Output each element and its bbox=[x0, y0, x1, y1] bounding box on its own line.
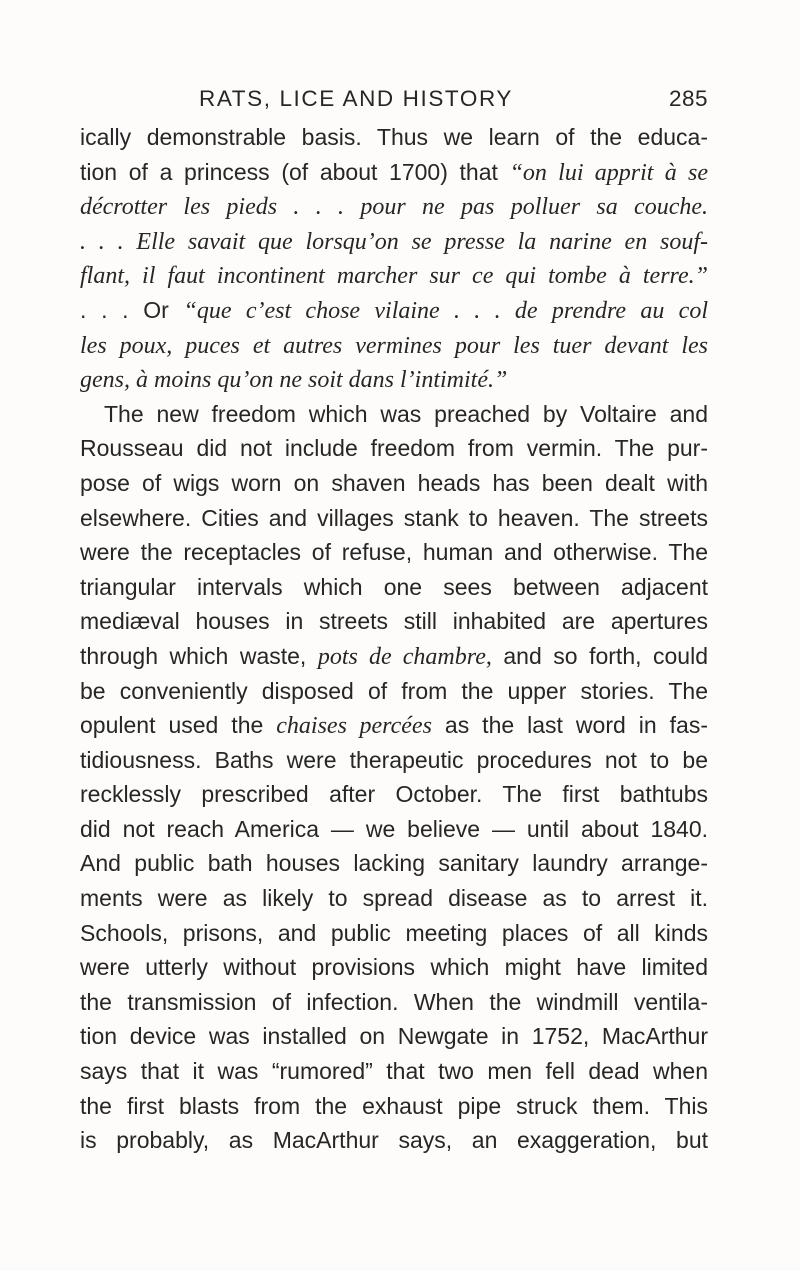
text-segment: . . . Or bbox=[80, 296, 184, 323]
text-segment: triangular intervals which one sees between adjacent bbox=[80, 573, 708, 600]
italic-text: “on lui apprit à se bbox=[509, 159, 708, 186]
text-segment: Schools, prisons, and public meeting places of all kinds bbox=[80, 919, 708, 946]
text-line bbox=[80, 328, 708, 363]
text-line bbox=[80, 501, 708, 536]
text-line bbox=[80, 743, 708, 778]
text-line bbox=[80, 846, 708, 881]
text-line bbox=[80, 466, 708, 501]
text-segment: And public bath houses lacking sanitary laundry arrange- bbox=[80, 850, 708, 877]
text-segment: elsewhere. Cities and villages stank to heaven. The streets bbox=[80, 504, 708, 531]
italic-text: les poux, puces et autres vermines pour les tuer devant les bbox=[80, 332, 708, 359]
italic-text: décrotter les pieds . . . pour ne pas polluer sa couche. bbox=[80, 194, 708, 221]
text-line bbox=[80, 431, 708, 466]
text-line bbox=[80, 950, 708, 985]
text-line bbox=[80, 189, 708, 224]
text-line bbox=[80, 1054, 708, 1089]
text-line bbox=[80, 639, 708, 674]
body-text bbox=[80, 120, 708, 1158]
text-line bbox=[80, 985, 708, 1020]
text-line bbox=[80, 674, 708, 709]
text-line bbox=[80, 881, 708, 916]
text-segment: opulent used the bbox=[80, 712, 277, 739]
text-line bbox=[80, 916, 708, 951]
text-segment: were the receptacles of refuse, human and otherwise. The bbox=[80, 539, 708, 566]
text-line bbox=[80, 258, 708, 293]
text-segment: the transmission of infection. When the windmill ventila- bbox=[80, 988, 708, 1015]
italic-text: chaises percées bbox=[276, 713, 432, 740]
book-page bbox=[80, 86, 708, 1158]
text-segment: says that it was “rumored” that two men fell dead when bbox=[80, 1058, 708, 1085]
text-segment: tion of a princess (of about 1700) that bbox=[80, 158, 510, 185]
text-line bbox=[80, 1123, 708, 1158]
text-segment: pose of wigs worn on shaven heads has been dealt with bbox=[80, 469, 708, 496]
text-segment: as the last word in fas- bbox=[431, 712, 708, 739]
text-segment: the first blasts from the exhaust pipe struck them. This bbox=[80, 1092, 708, 1119]
text-segment: mediæval houses in streets still inhabited are apertures bbox=[80, 608, 708, 635]
text-segment: Rousseau did not include freedom from vermin. The pur- bbox=[80, 435, 708, 462]
text-segment: tidiousness. Baths were therapeutic procedures not to be bbox=[80, 746, 708, 773]
page-number: 285 bbox=[668, 86, 708, 111]
text-segment: be conveniently disposed of from the upper stories. The bbox=[80, 677, 708, 704]
text-line bbox=[80, 535, 708, 570]
text-segment: ments were as likely to spread disease as to arrest it. bbox=[80, 885, 708, 912]
text-line bbox=[80, 397, 708, 432]
text-line bbox=[80, 293, 708, 328]
italic-text: flant, il faut incontinent marcher sur ce qui tombe à terre.” bbox=[80, 263, 708, 290]
text-segment: through which waste, bbox=[80, 642, 318, 669]
italic-text: pots de chambre, bbox=[317, 643, 492, 670]
text-line bbox=[80, 362, 708, 397]
text-segment: ically demonstrable basis. Thus we learn of the educa- bbox=[80, 124, 708, 150]
text-line bbox=[80, 155, 708, 190]
text-line bbox=[80, 1019, 708, 1054]
running-head bbox=[80, 86, 708, 116]
text-line bbox=[80, 604, 708, 639]
text-line bbox=[80, 777, 708, 812]
italic-text: gens, à moins qu’on ne soit dans l’intimité.” bbox=[80, 367, 508, 394]
text-line bbox=[80, 812, 708, 847]
text-line bbox=[80, 120, 708, 155]
text-segment: tion device was installed on Newgate in 1752, MacArthur bbox=[80, 1023, 708, 1050]
italic-text: . . . Elle savait que lorsqu’on se presse la narine en souf- bbox=[80, 228, 708, 255]
running-head-title: RATS, LICE AND HISTORY bbox=[199, 86, 514, 111]
text-line bbox=[80, 224, 708, 259]
text-segment: did not reach America — we believe — until about 1840. bbox=[80, 815, 708, 842]
text-segment: is probably, as MacArthur says, an exaggeration, but bbox=[80, 1127, 708, 1154]
text-segment: and so forth, could bbox=[491, 642, 709, 669]
text-line bbox=[80, 708, 708, 743]
text-segment: recklessly prescribed after October. The first bathtubs bbox=[80, 781, 708, 808]
text-line bbox=[80, 570, 708, 605]
italic-text: “que c’est chose vilaine . . . de prendre au col bbox=[183, 297, 709, 324]
text-segment: were utterly without provisions which might have limited bbox=[80, 954, 708, 981]
text-segment: The new freedom which was preached by Voltaire and bbox=[104, 400, 708, 427]
text-line bbox=[80, 1089, 708, 1124]
